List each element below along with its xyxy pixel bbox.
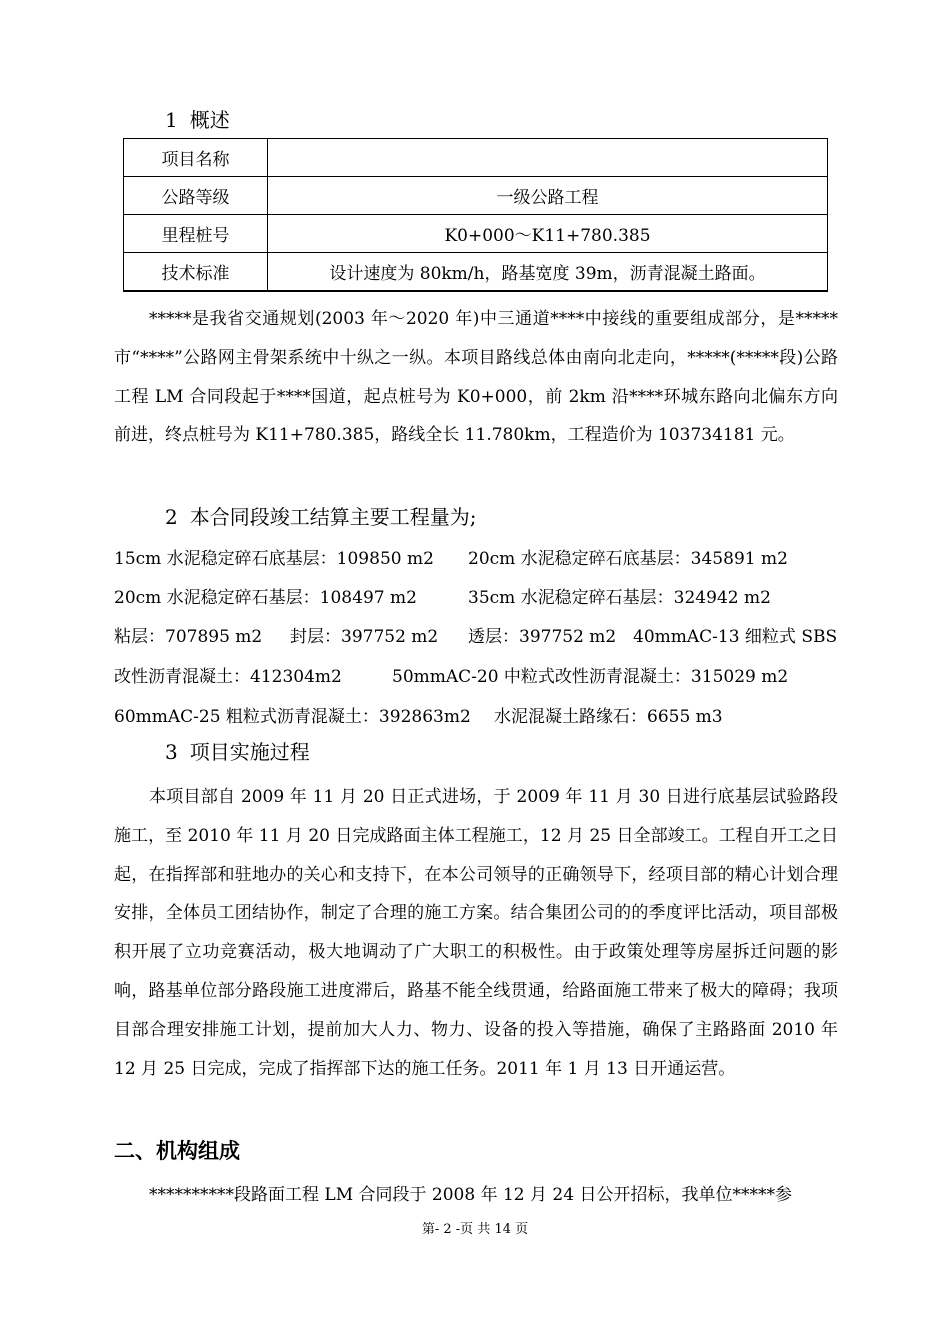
table-value-cell: 设计速度为 80km/h，路基宽度 39m，沥青混凝土路面。: [268, 253, 828, 292]
project-summary-table: [123, 138, 828, 292]
heading-overview-title: 概述: [189, 108, 230, 132]
organization-paragraph: **********段路面工程 LM 合同段于 2008 年 12 月 24 日公开招标，我单位*****参: [149, 1185, 792, 1205]
heading-process-number: 3: [165, 740, 178, 764]
table-row: [124, 215, 828, 253]
quantity-item: 60mmAC-25 粗粒式沥青混凝土：392863m2: [114, 707, 471, 727]
quantity-item: 15cm 水泥稳定碎石底基层：109850 m2: [114, 549, 434, 569]
heading-overview: [165, 108, 230, 132]
table-row: [124, 139, 828, 177]
table-row: [124, 177, 828, 215]
heading-quantities-number: 2: [165, 505, 178, 529]
quantity-item: 水泥混凝土路缘石：6655 m3: [494, 707, 723, 727]
quantity-item: 改性沥青混凝土：412304m2: [114, 667, 342, 687]
quantity-item: 封层：397752 m2: [290, 627, 439, 647]
process-paragraph: 本项目部自 2009 年 11 月 20 日正式进场，于 2009 年 11 月 30 日进行底基层试验路段施工，至 2010 年 11 月 20 日完成路面主体工程施工，12 月 25 日全部竣工。工程自开工之日起，在指挥部和驻地办的关心和支持下，在本公司领导的正确领导下，经项目部的精心计划合理安排，全体员工团结协作，制定了合理的施工方案。结合集团公司的的季度评比活动，项目部极积开展了立功竞赛活动，极大地调动了广大职工的积极性。由于政策处理等房屋拆迁问题的影响，路基单位部分路段施工进度滞后，路基不能全线贯通，给路面施工带来了极大的障碍；我项目部合理安排施工计划，提前加大人力、物力、设备的投入等措施，确保了主路路面 2010 年 12 月 25 日完成，完成了指挥部下达的施工任务。2011 年 1 月 13 日开通运营。: [114, 787, 838, 1079]
heading-process: [165, 740, 310, 764]
table-value-cell: K0+000～K11+780.385: [268, 215, 828, 253]
table-label-cell: 里程桩号: [124, 215, 268, 253]
heading-quantities-title: 本合同段竣工结算主要工程量为;: [189, 505, 477, 529]
quantity-item: 35cm 水泥稳定碎石基层：324942 m2: [468, 588, 771, 608]
table-value-cell: [268, 139, 828, 177]
quantity-item: 粘层：707895 m2: [114, 627, 263, 647]
table-value-cell: 一级公路工程: [268, 177, 828, 215]
quantity-item: 20cm 水泥稳定碎石底基层：345891 m2: [468, 549, 788, 569]
quantity-item: 透层：397752 m2: [468, 627, 617, 647]
table-label-cell: 技术标准: [124, 253, 268, 292]
table-label-cell: 项目名称: [124, 139, 268, 177]
overview-paragraph: *****是我省交通规划(2003 年～2020 年)中三通道****中接线的重要组成部分，是*****市“****”公路网主骨架系统中十纵之一纵。本项目路线总体由南向北走向，*****(*****段)公路工程 LM 合同段起于****国道，起点桩号为 K0+000，前 2km 沿****环城东路向北偏东方向前进，终点桩号为 K11+780.385，路线全长 11.780km，工程造价为 103734181 元。: [114, 309, 838, 446]
heading-overview-number: 1: [165, 108, 178, 132]
quantity-item: 50mmAC-20 中粒式改性沥青混凝土：315029 m2: [392, 667, 789, 687]
quantity-item: 20cm 水泥稳定碎石基层：108497 m2: [114, 588, 417, 608]
heading-process-title: 项目实施过程: [189, 740, 310, 764]
table-row: [124, 253, 828, 292]
section-title-organization: 二、机构组成: [114, 1139, 240, 1163]
quantity-item: 40mmAC-13 细粒式 SBS: [633, 627, 838, 647]
heading-quantities: [165, 505, 476, 529]
page-footer: 第- 2 -页 共 14 页: [421, 1222, 529, 1237]
table-label-cell: 公路等级: [124, 177, 268, 215]
